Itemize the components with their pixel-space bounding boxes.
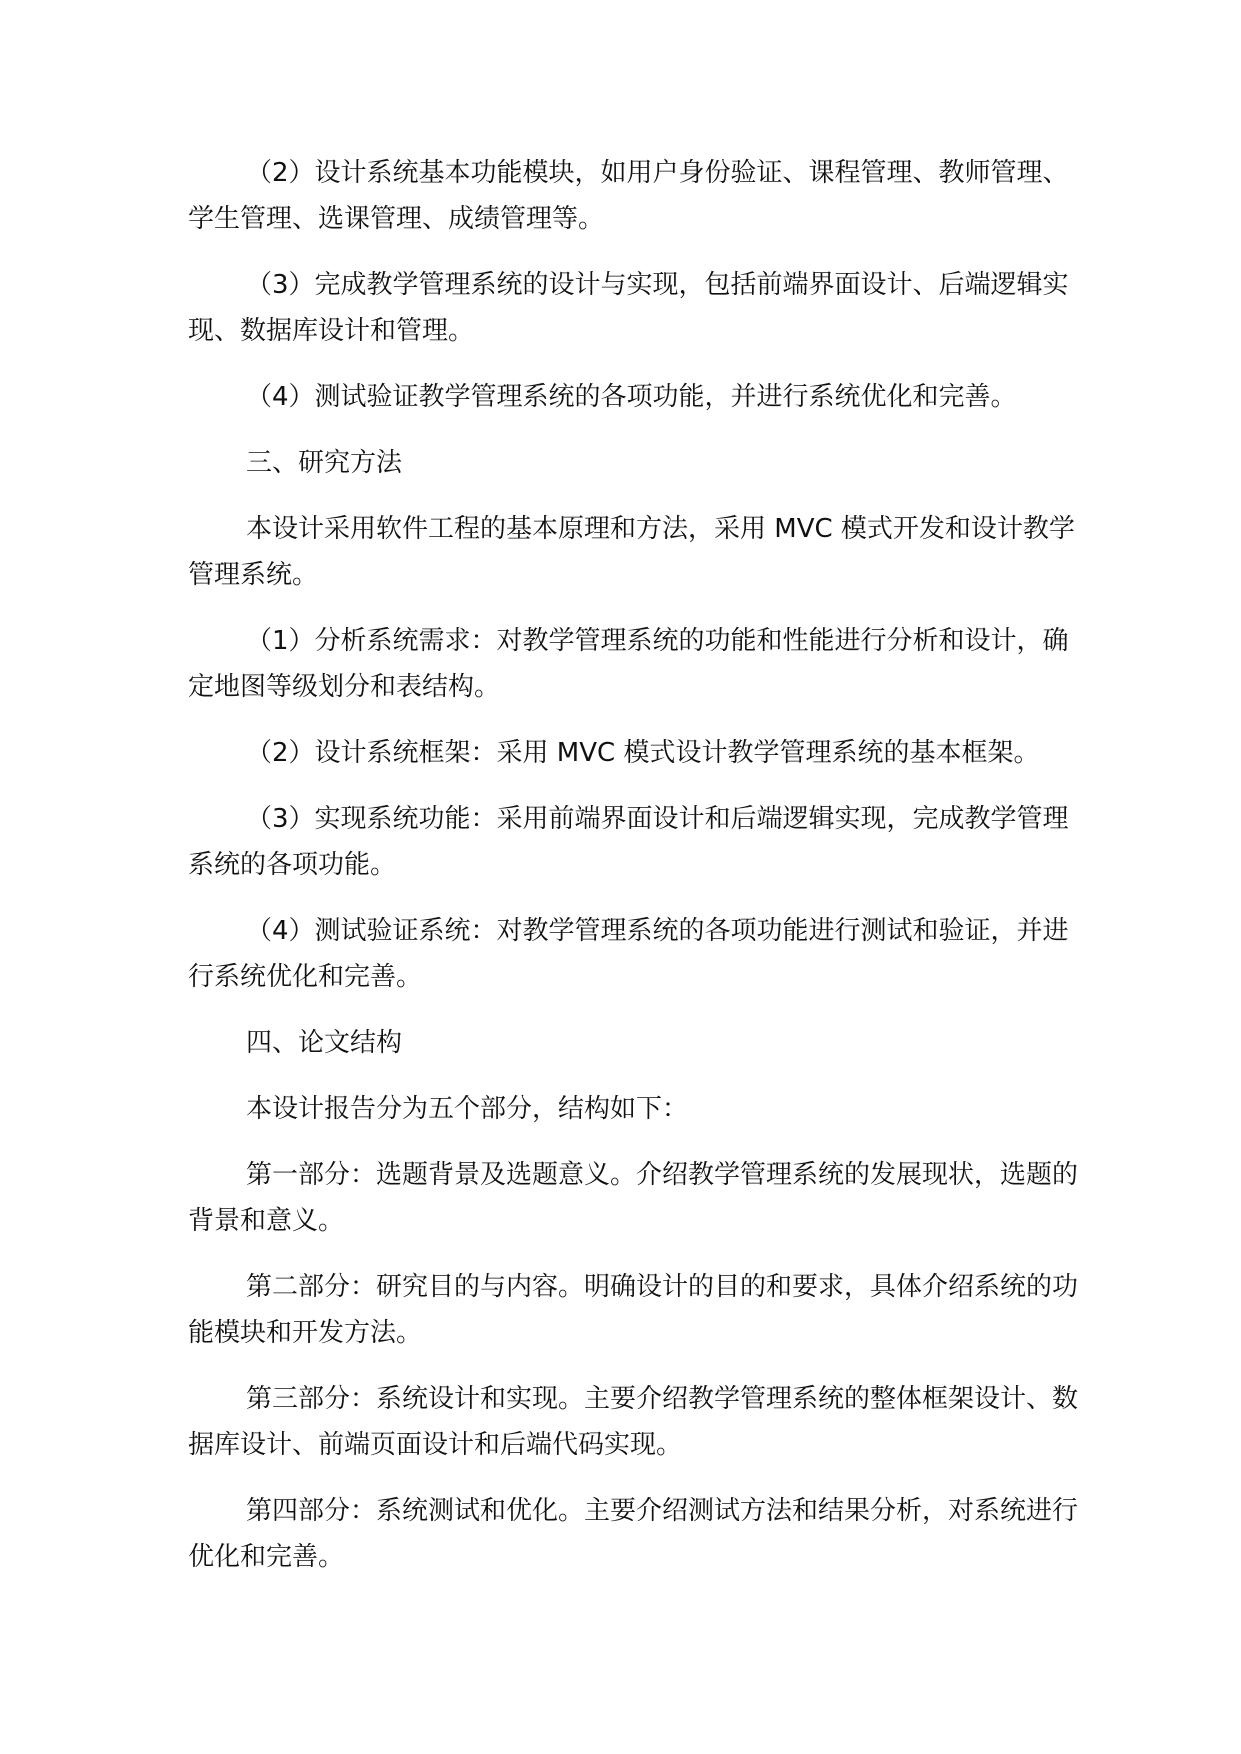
paragraph-part-2: 第二部分：研究目的与内容。明确设计的目的和要求，具体介绍系统的功能模块和开发方法。 [188, 1272, 1079, 1348]
paragraph-structure-intro: 本设计报告分为五个部分，结构如下： [246, 1094, 689, 1124]
section-heading-thesis-structure: 四、论文结构 [246, 1028, 403, 1058]
section-heading-research-method: 三、研究方法 [246, 448, 403, 478]
paragraph-objective-2: （2）设计系统基本功能模块，如用户身份验证、课程管理、教师管理、学生管理、选课管理、成绩管理等。 [188, 158, 1069, 234]
paragraph-part-1: 第一部分：选题背景及选题意义。介绍教学管理系统的发展现状，选题的背景和意义。 [188, 1160, 1079, 1236]
paragraph-part-3: 第三部分：系统设计和实现。主要介绍教学管理系统的整体框架设计、数据库设计、前端页面设计和后端代码实现。 [188, 1384, 1079, 1460]
document-page [188, 150, 1088, 1600]
paragraph-objective-3: （3）完成教学管理系统的设计与实现，包括前端界面设计、后端逻辑实现、数据库设计和管理。 [188, 270, 1069, 346]
paragraph-method-intro: 本设计采用软件工程的基本原理和方法，采用 MVC 模式开发和设计教学管理系统。 [188, 514, 1075, 590]
paragraph-objective-4: （4）测试验证教学管理系统的各项功能，并进行系统优化和完善。 [246, 382, 1017, 412]
paragraph-part-4: 第四部分：系统测试和优化。主要介绍测试方法和结果分析，对系统进行优化和完善。 [188, 1496, 1079, 1572]
paragraph-method-2: （2）设计系统框架：采用 MVC 模式设计教学管理系统的基本框架。 [246, 738, 1040, 768]
paragraph-method-3: （3）实现系统功能：采用前端界面设计和后端逻辑实现，完成教学管理系统的各项功能。 [188, 804, 1069, 880]
paragraph-method-1: （1）分析系统需求：对教学管理系统的功能和性能进行分析和设计，确定地图等级划分和表结构。 [188, 626, 1069, 702]
paragraph-method-4: （4）测试验证系统：对教学管理系统的各项功能进行测试和验证，并进行系统优化和完善。 [188, 916, 1069, 992]
